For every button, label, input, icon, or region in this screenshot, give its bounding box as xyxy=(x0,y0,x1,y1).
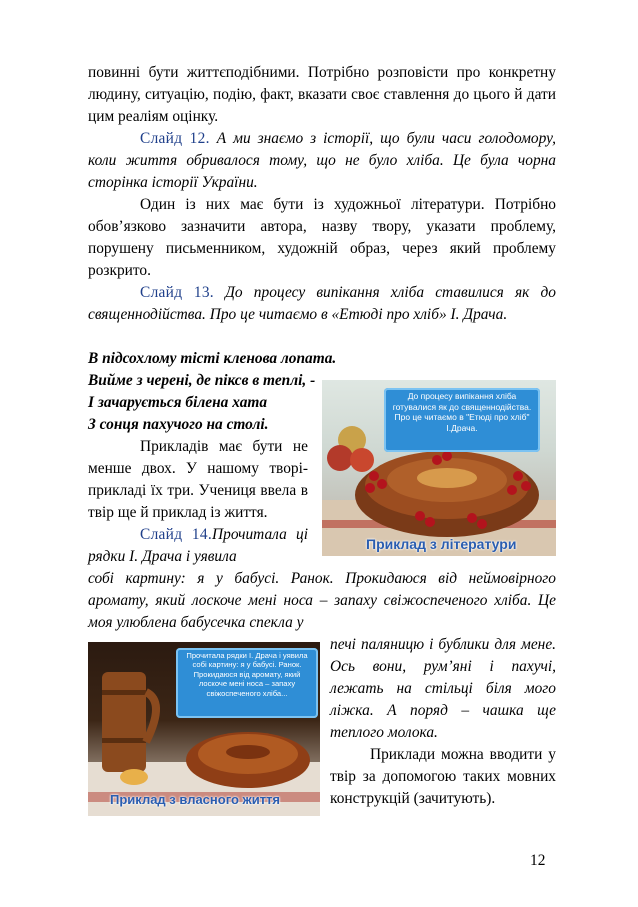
slide-text-bubble-2: Прочитала рядки І. Драча і уявила собі картину: я у бабусі. Ранок. Прокидаюся від аромату, який лоскоче мені носа – запаху свіжоспеченого хліба... xyxy=(176,648,318,718)
slide-12-label: Слайд 12. xyxy=(140,130,210,147)
page-number: 12 xyxy=(530,852,546,869)
slide-14-label: Слайд 14. xyxy=(140,526,213,543)
paragraph-constructions: Приклади можна вводити у твір за допомогою таких мовних конструкцій (зачитують). xyxy=(330,746,556,807)
paragraph-examples-count: Прикладів має бути не менше двох. У нашому творі-прикладі їх три. Учениця ввела в твір ще й приклад із життя. xyxy=(88,438,308,521)
paragraph-slide-14-middle: собі картину: я у бабусі. Ранок. Прокидаюся від неймовірного аромату, який лоскоче мені носа – запаху свіжоспеченого хліба. Це моя улюблена бабусечка спекла у xyxy=(88,570,556,631)
poem-line-1: В підсохлому тісті кленова лопата. xyxy=(88,350,337,367)
paragraph-slide-14-start xyxy=(88,524,308,568)
paragraph-literature-example: Один із них має бути із художньої літератури. Потрібно обов’язково зазначити автора, назву твору, указати проблему, порушену письменником, художній образ, через який проблему розкрито. xyxy=(88,196,556,279)
slide-text-bubble-1: До процесу випікання хліба готувалися як до священнодійства. Про це читаємо в "Етюді про хліб" І.Драча. xyxy=(384,388,540,452)
poem-line-3: І зачарується білена хата xyxy=(88,394,268,411)
paragraph-slide-14-end: печі паляницю і бублики для мене. Ось вони, рум’яні і пахучі, лежать на стільці біля мого ліжка. А поряд – чашка ще теплого молока. xyxy=(330,636,556,741)
image-caption-own-life: Приклад з власного життя xyxy=(110,792,281,807)
poem-line-4: З сонця пахучого на столі. xyxy=(88,416,269,433)
paragraph-slide-12 xyxy=(88,128,556,194)
image-caption-literature: Приклад з літератури xyxy=(366,536,517,552)
slide-14-text-start: Прочитала ці рядки І. Драча і уявила xyxy=(88,526,308,565)
slide-12-text: А ми знаємо з історії, що були часи голодомору, коли життя обривалося тому, що не було хліба. Це була чорна сторінка історії України. xyxy=(88,130,556,191)
poem-line-2: Вийме з черені, де піксв в теплі, - xyxy=(88,372,316,389)
paragraph-intro: повинні бути життєподібними. Потрібно розповісти про конкретну людину, ситуацію, подію, факт, вказати своє ставлення до цього й дати цим реаліям оцінку. xyxy=(88,64,556,125)
slide-13-label: Слайд 13. xyxy=(140,284,214,301)
image-literature-example xyxy=(322,380,556,556)
slide-13-text: До процесу випікання хліба ставилися як до священнодійства. Про це читаємо в «Етюді про хліб» І. Драча. xyxy=(88,284,556,323)
image-own-life-example xyxy=(88,642,320,816)
paragraph-slide-13 xyxy=(88,282,556,326)
